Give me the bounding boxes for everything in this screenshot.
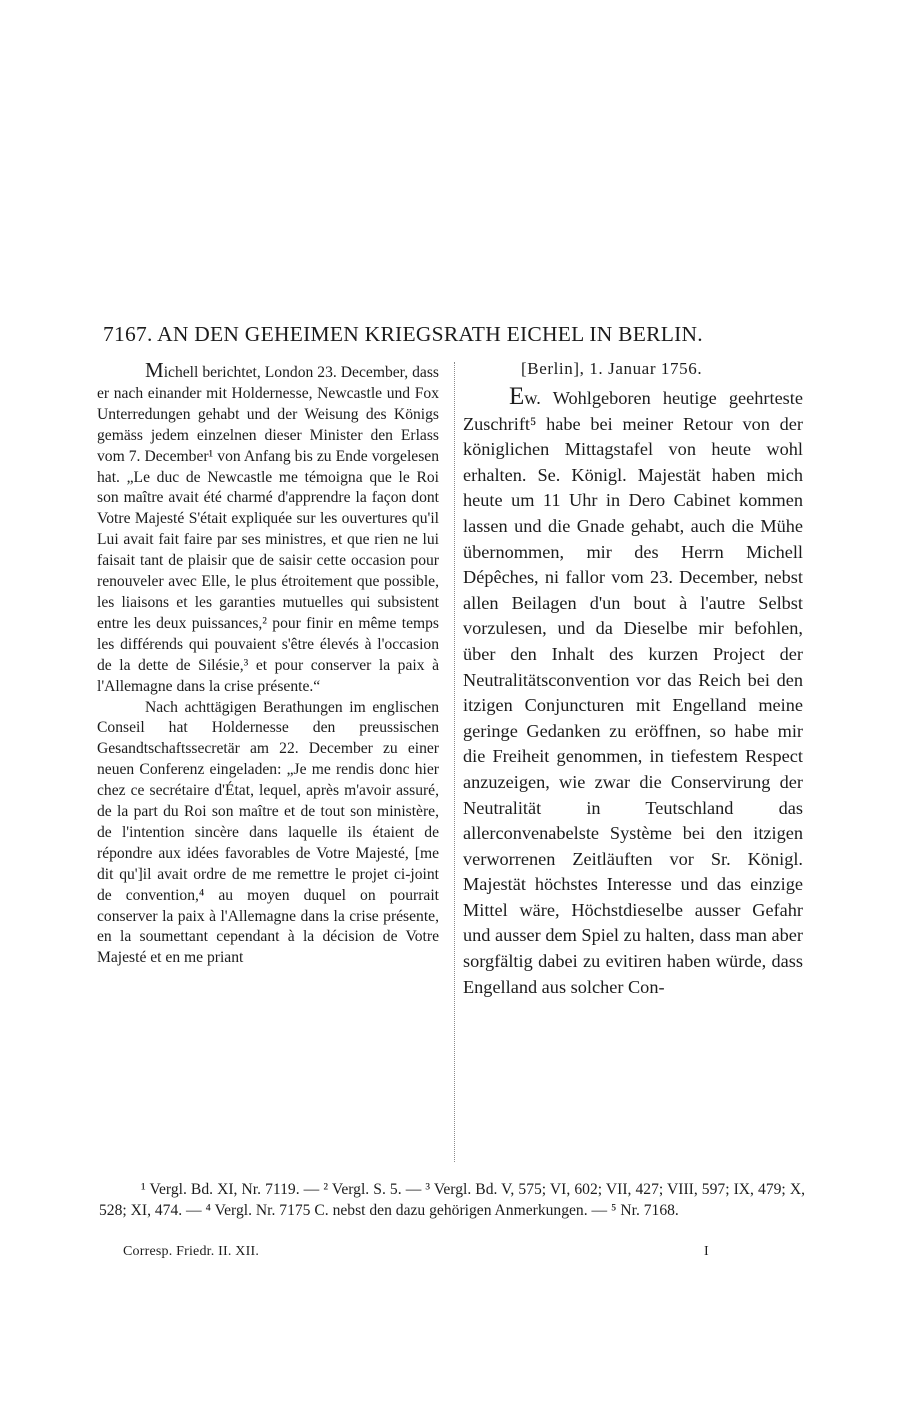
left-paragraph-2: Nach achttägigen Berathungen im englischen Conseil hat Holdernesse den preussischen Gesandtschaftssecretär am 22. December zu einer neuen Conferenz eingeladen: „Je me rendis donc hier chez ce secrétaire d'État, lequel, après m'avoir assuré, de la part du Roi son maître et de tout son ministère, de l'intention sincère dans laquelle ils étaient de répondre aux idées favorables de Votre Majesté, [me dit qu']il avait ordre de me remettre le projet ci-joint de convention,⁴ au moyen duquel on pourrait conserver la paix à l'Allemagne dans la crise présente, en la soumettant cependant à la décision de Votre Majesté et en me priant	[97, 698, 439, 967]
left-paragraph-1-text: ichell berichtet, London 23. December, dass er nach einander mit Holdernesse, Newcastle und Fox Unterredungen gehabt und der Weisung des Königs gemäss jedem einzelnen dieser Minister den Erlass vom 7. December¹ von Anfang bis zu Ende vorgelesen hat. „Le duc de Newcastle me témoigna que le Roi son maître avait été charmé d'apprendre la façon dont Votre Majesté S'était expliquée sur les ouvertures qu'il Lui avait fait faire par ses ministres, et que rien ne lui faisait tant de plaisir que de saisir cette occasion pour renouveler avec Elle, le plus étroitement que possible, les liaisons et les garanties mutuelles qui subsistent entre les deux puissances,² pour finir en même temps les différends qui pouvaient s'être élevés à l'occasion de la dette de Silésie,³ et pour conserver la paix à l'Allemagne dans la crise présente.“	[97, 364, 439, 695]
left-column	[97, 360, 439, 969]
left-paragraph-1	[97, 360, 439, 698]
column-divider	[454, 362, 455, 1162]
letter-body-text: w. Wohlgeboren heutige geehrteste Zuschrift⁵ habe bei meiner Retour von der königlichen Mittagstafel von heute wohl erhalten. Se. Königl. Majestät haben mich heute um 11 Uhr in Dero Cabinet kommen lassen und die Gnade gehabt, auch die Mühe übernommen, mir des Herrn Michell Dépêches, ni fallor vom 23. December, nebst allen Beilagen d'un bout à l'autre Selbst vorzulesen, und da Dieselbe mir befohlen, über den Inhalt des kurzen Project der Neutralitätsconvention vor das Reich bei den itzigen Conjuncturen mit Engelland meine geringe Gedanken zu eröffnen, so habe mir die Freiheit genommen, in tiefestem Respect anzuzeigen, wie zwar die Conservirung der Neutralität in Teutschland das allerconvenabelste Système bei den itzigen verworrenen Zeitläuften vor Sr. Königl. Majestät höchstes Interesse und das einzige Mittel wäre, Höchstdieselbe ausser Gefahr und ausser dem Spiel zu halten, dass man aber sorgfältig dabei zu evitiren haben würde, dass Engelland aus solcher Con-	[463, 388, 803, 997]
footnotes-text: ¹ Vergl. Bd. XI, Nr. 7119. — ² Vergl. S. 5. — ³ Vergl. Bd. V, 575; VI, 602; VII, 427; VIII, 597; IX, 479; X, 528; XI, 474. — ⁴ Vergl. Nr. 7175 C. nebst den dazu gehörigen Anmerkungen. — ⁵ Nr. 7168.	[99, 1181, 805, 1219]
right-column	[463, 358, 803, 1000]
page-number: I	[704, 1244, 709, 1259]
left-initial-letter: M	[145, 358, 164, 382]
letter-initial-letter: E	[509, 383, 525, 410]
footnotes	[99, 1180, 805, 1221]
letter-dateline: [Berlin], 1. Januar 1756.	[521, 359, 703, 378]
document-heading: 7167. AN DEN GEHEIMEN KRIEGSRATH EICHEL IN BERLIN.	[103, 322, 703, 346]
source-reference: Corresp. Friedr. II. XII.	[123, 1244, 260, 1259]
letter-body	[463, 384, 803, 1000]
